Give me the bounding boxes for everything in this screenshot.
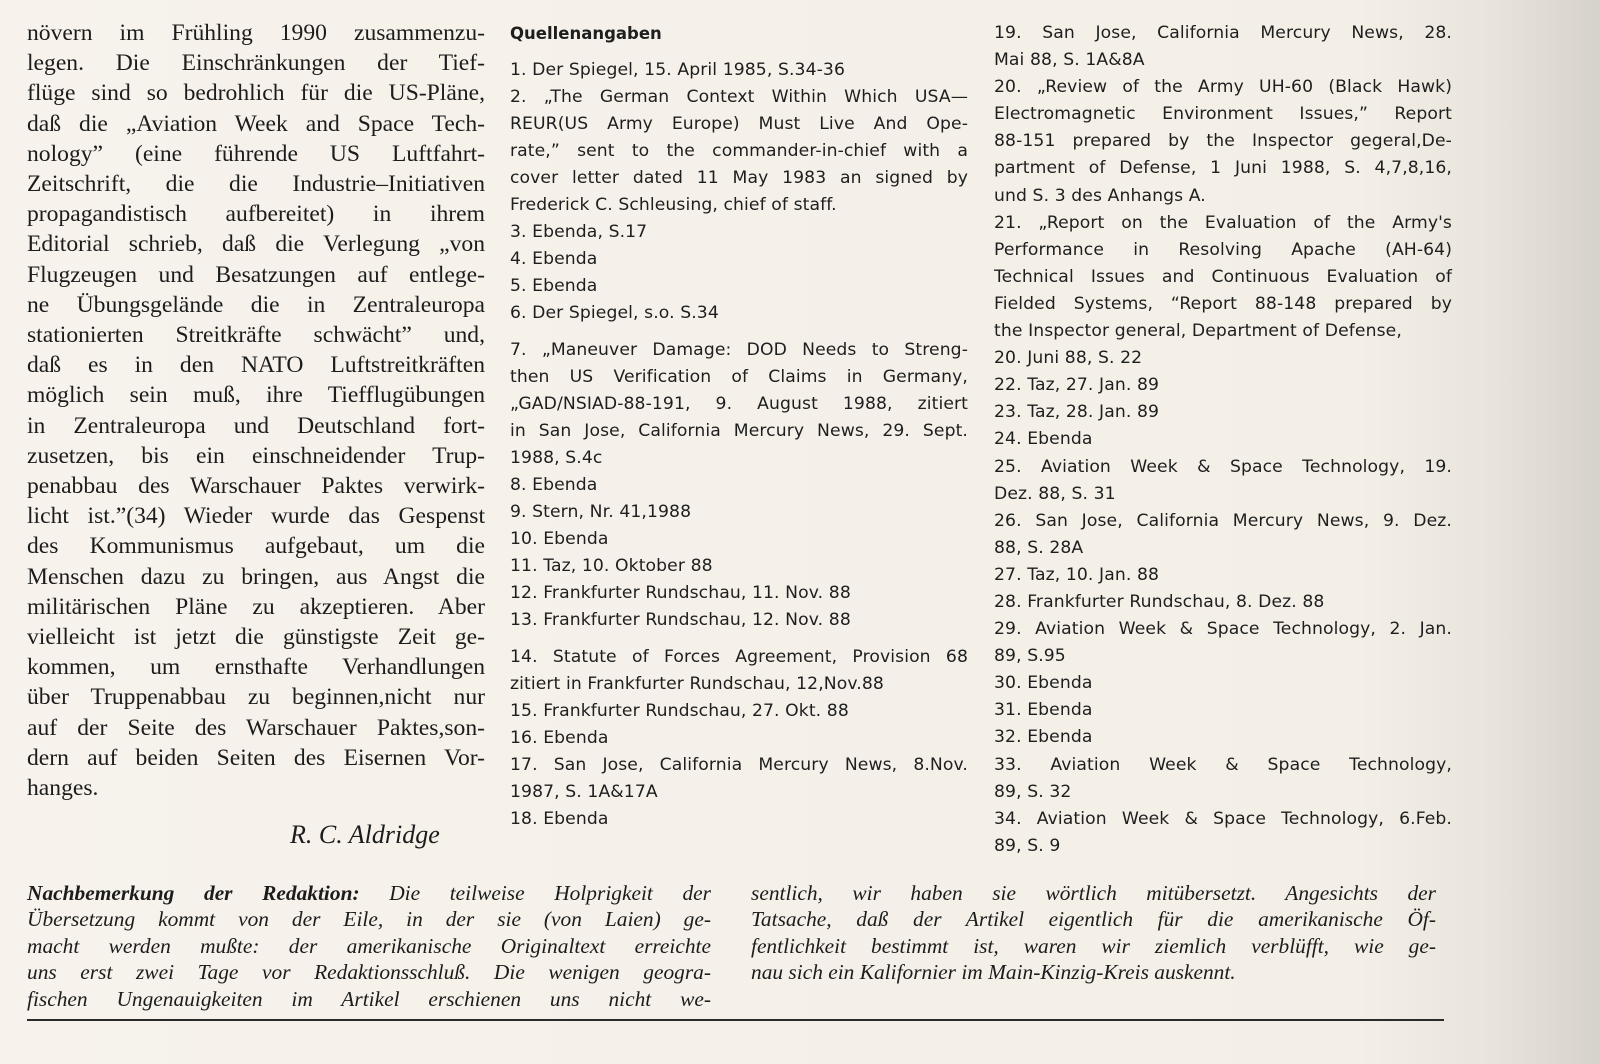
note-line — [27, 880, 711, 906]
text-line: Frederick C. Schleusing, chief of staff. — [510, 195, 837, 215]
text-line: 89, S.95 — [994, 646, 1066, 667]
text-line: 2. „The German Context Within Which USA— — [510, 87, 968, 107]
text-line: 34. Aviation Week & Space Technology, 6.Feb. — [994, 808, 1452, 829]
text-line: 27. Taz, 10. Jan. 88 — [994, 564, 1160, 585]
text-line: 12. Frankfurter Rundschau, 11. Nov. 88 — [510, 583, 851, 603]
article-line: vielleicht ist jetzt die günstigste Zeit ge- — [27, 624, 485, 651]
bottom-rule — [27, 1019, 1444, 1021]
article-line: daß es in den NATO Luftstreitkräften — [27, 352, 485, 379]
article-line: növern im Frühling 1990 zusammenzu- — [27, 20, 485, 46]
text-line: 5. Ebenda — [510, 276, 598, 296]
article-line: stationierten Streitkräfte schwächt” und, — [27, 322, 485, 349]
article-line: daß die „Aviation Week and Space Tech- — [27, 110, 485, 137]
note-line: Tatsache, daß der Artikel eigentlich für die amerikanische Öf- — [751, 907, 1436, 932]
article-line: Menschen dazu zu bringen, aus Angst die — [27, 563, 485, 590]
text-line: 15. Frankfurter Rundschau, 27. Okt. 88 — [510, 701, 849, 721]
note-line: fischen Ungenauigkeiten im Artikel erschienen uns nicht we- — [27, 986, 711, 1011]
note-line: uns erst zwei Tage vor Redaktionsschluß. Die wenigen geogra- — [27, 960, 711, 985]
article-line: in Zentraleuropa und Deutschland fort- — [27, 412, 485, 439]
text-line: then US Verification of Claims in Germany, — [510, 367, 968, 387]
sources-column-middle — [510, 20, 968, 833]
text-line: 13. Frankfurter Rundschau, 12. Nov. 88 — [510, 610, 851, 630]
article-line: Editorial schrieb, daß die Verlegung „von — [27, 231, 485, 258]
text-line: Electromagnetic Environment Issues,” Report — [994, 104, 1452, 125]
article-column — [27, 18, 485, 803]
text-line: 19. San Jose, California Mercury News, 28. — [994, 23, 1452, 43]
text-line: 89, S. 32 — [994, 781, 1072, 802]
spacer — [510, 634, 968, 644]
note-right-lines — [751, 880, 1436, 986]
article-line: auf der Seite des Warschauer Paktes,son- — [27, 714, 485, 741]
text-line: rate,” sent to the commander-in-chief with a — [510, 141, 968, 161]
text-line: 30. Ebenda — [994, 673, 1093, 694]
article-line: penabbau des Warschauer Paktes verwirk- — [27, 473, 485, 500]
text-line: 1988, S.4c — [510, 448, 603, 468]
article-line: über Truppenabbau zu beginnen,nicht nur — [27, 684, 485, 711]
text-line: zitiert in Frankfurter Rundschau, 12,Nov.88 — [510, 674, 884, 694]
text-line: 22. Taz, 27. Jan. 89 — [994, 375, 1160, 396]
text-line: 88, S. 28A — [994, 537, 1084, 558]
text-line: 88-151 prepared by the Inspector gegeral,De- — [994, 131, 1452, 152]
text-line: 17. San Jose, California Mercury News, 8.Nov. — [510, 755, 968, 775]
article-line: möglich sein muß, ihre Tiefflugübungen — [27, 382, 485, 409]
article-line: Zeitschrift, die die Industrie–Initiativen — [27, 171, 485, 198]
article-line: hanges. — [27, 775, 99, 802]
text-line: partment of Defense, 1 Juni 1988, S. 4,7,8,16, — [994, 158, 1452, 179]
text-line: Dez. 88, S. 31 — [994, 483, 1116, 504]
text-line: 28. Frankfurter Rundschau, 8. Dez. 88 — [994, 591, 1325, 612]
note-first-line-rest: Die teilweise Holprigkeit der — [359, 881, 711, 905]
text-line: 33. Aviation Week & Space Technology, — [994, 754, 1452, 775]
sources-column-right — [994, 20, 1452, 860]
note-line: macht werden mußte: der amerikanische Originaltext erreichte — [27, 933, 711, 958]
text-line: the Inspector general, Department of Defense, — [994, 321, 1402, 342]
article-line: licht ist.”(34) Wieder wurde das Gespenst — [27, 503, 485, 530]
note-left-lines — [27, 906, 711, 1012]
article-line: dern auf beiden Seiten des Eisernen Vor- — [27, 744, 485, 771]
text-line: 26. San Jose, California Mercury News, 9. Dez. — [994, 510, 1452, 531]
text-line: 10. Ebenda — [510, 529, 609, 549]
sources-list-middle — [510, 57, 968, 833]
text-line: 18. Ebenda — [510, 809, 609, 829]
note-line: nau sich ein Kalifornier im Main-Kinzig-Kreis auskennt. — [751, 960, 1236, 985]
sources-heading: Quellenangaben — [510, 24, 662, 43]
text-line: 21. „Report on the Evaluation of the Army's — [994, 212, 1452, 233]
text-line: 25. Aviation Week & Space Technology, 19. — [994, 456, 1452, 477]
text-line: 11. Taz, 10. Oktober 88 — [510, 556, 713, 576]
editorial-note-right — [751, 880, 1436, 986]
text-line: Mai 88, S. 1A&8A — [994, 50, 1145, 71]
text-line: 1987, S. 1A&17A — [510, 782, 658, 802]
text-line: 9. Stern, Nr. 41,1988 — [510, 502, 692, 522]
text-line: 32. Ebenda — [994, 727, 1093, 748]
text-line: „GAD/NSIAD-88-191, 9. August 1988, zitiert — [510, 394, 968, 414]
article-line: nology” (eine führende US Luftfahrt- — [27, 140, 485, 167]
note-lead: Nachbemerkung der Redaktion: — [27, 881, 360, 905]
text-line: 14. Statute of Forces Agreement, Provision 68 — [510, 647, 968, 667]
editorial-note-left — [27, 880, 711, 1012]
text-line: in San Jose, California Mercury News, 29. Sept. — [510, 421, 968, 441]
text-line: REUR(US Army Europe) Must Live And Ope- — [510, 114, 968, 134]
text-line: 89, S. 9 — [994, 835, 1061, 856]
text-line: 23. Taz, 28. Jan. 89 — [994, 402, 1160, 423]
article-line: kommen, um ernsthafte Verhandlungen — [27, 654, 485, 681]
note-line: sentlich, wir haben sie wörtlich mitübersetzt. Angesichts der — [751, 881, 1436, 905]
text-line: Technical Issues and Continuous Evaluation of — [994, 266, 1452, 287]
article-line: militärischen Pläne zu akzeptieren. Aber — [27, 593, 485, 620]
text-line: 8. Ebenda — [510, 475, 598, 495]
text-line: 29. Aviation Week & Space Technology, 2. Jan. — [994, 619, 1452, 640]
article-line: des Kommunismus aufgebaut, um die — [27, 533, 485, 560]
text-line: 1. Der Spiegel, 15. April 1985, S.34-36 — [510, 60, 845, 80]
article-line: zusetzen, bis ein einschneidender Trup- — [27, 442, 485, 469]
text-line: 7. „Maneuver Damage: DOD Needs to Streng- — [510, 340, 968, 360]
text-line: cover letter dated 11 May 1983 an signed by — [510, 168, 968, 188]
text-line: 20. „Review of the Army UH-60 (Black Hawk) — [994, 77, 1452, 98]
spacer — [510, 327, 968, 337]
article-line: flüge sind so bedrohlich für die US-Pläne, — [27, 80, 485, 107]
text-line: Fielded Systems, “Report 88-148 prepared by — [994, 293, 1452, 314]
text-line: und S. 3 des Anhangs A. — [994, 185, 1206, 206]
note-line: Übersetzung kommt von der Eile, in der sie (von Laien) ge- — [27, 907, 711, 932]
text-line: 6. Der Spiegel, s.o. S.34 — [510, 303, 719, 323]
text-line: Performance in Resolving Apache (AH-64) — [994, 239, 1452, 260]
text-line: 16. Ebenda — [510, 728, 609, 748]
text-line: 3. Ebenda, S.17 — [510, 222, 648, 242]
text-line: 24. Ebenda — [994, 429, 1093, 450]
article-line: ne Übungsgelände die in Zentraleuropa — [27, 291, 485, 318]
note-line: fentlichkeit bestimmt ist, waren wir ziemlich verblüfft, wie ge- — [751, 933, 1436, 958]
article-author: R. C. Aldridge — [290, 820, 440, 849]
sources-list-right — [994, 20, 1452, 860]
text-line: 4. Ebenda — [510, 249, 598, 269]
article-line: legen. Die Einschränkungen der Tief- — [27, 50, 485, 77]
article-line: Flugzeugen und Besatzungen auf entlege- — [27, 261, 485, 288]
article-line: propagandistisch aufbereitet) in ihrem — [27, 201, 485, 228]
text-line: 31. Ebenda — [994, 700, 1093, 721]
text-line: 20. Juni 88, S. 22 — [994, 348, 1143, 369]
